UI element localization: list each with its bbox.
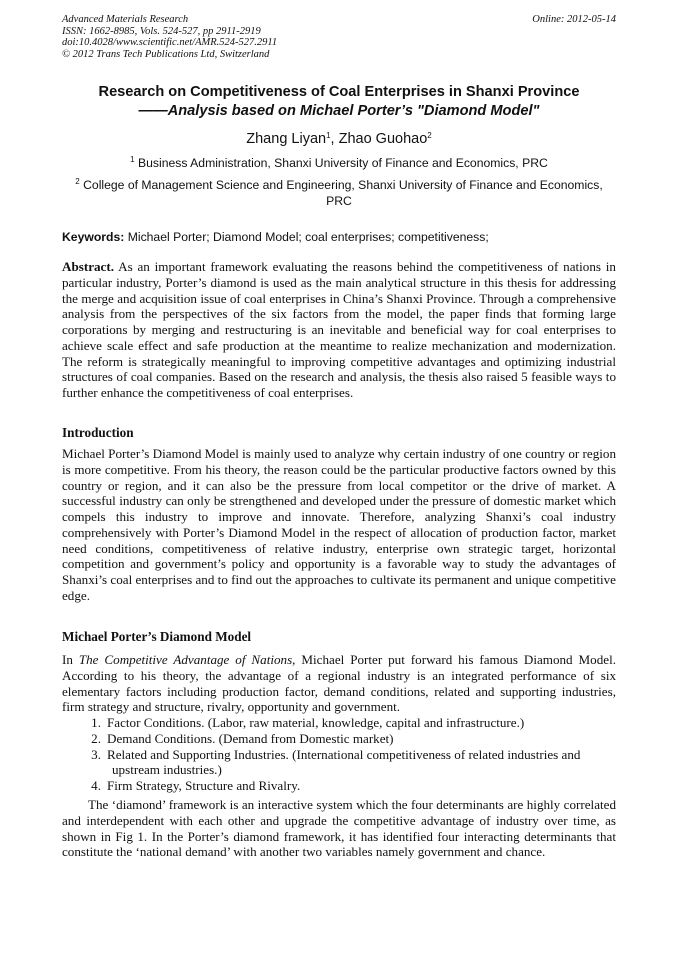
list-number: 2. (91, 730, 101, 746)
online-date: Online: 2012-05-14 (532, 14, 616, 25)
introduction-paragraph: Michael Porter’s Diamond Model is mainly used to analyze why certain industry of one country or region is more competitive. From his theory, the reason could be the particular productive factors owned by this country or region, and it can also be the pressure from local competitor or the drive of market. A successful industry can only be strengthened and developed under the pressure of domestic market which compels this industry to improve and innovate. Therefore, analyzing Shanxi’s coal industry comprehensively with Porter’s Diamond Model in the respect of allocation of production factor, market need conditions, competitiveness of relative industry, enterprise own strategic target, horizontal competition and government’s policy and opportunity is a favorable way to study the advantages of Shanxi’s coal enterprises and to find out the approaches to cultivate its permanent and unique competitive edge. (62, 446, 616, 603)
keywords-label: Keywords: (62, 230, 125, 244)
author-affil-mark: 2 (427, 131, 432, 140)
issn-line: ISSN: 1662-8985, Vols. 524-527, pp 2911-2919 (62, 25, 261, 37)
section-heading-introduction: Introduction (62, 425, 134, 440)
keywords-text: Michael Porter; Diamond Model; coal enterprises; competitiveness; (127, 230, 489, 244)
list-text: Related and Supporting Industries. (International competitiveness of related industries and (107, 746, 581, 762)
list-number: 4. (91, 778, 101, 793)
list-text: Demand Conditions. (Demand from Domestic market) (107, 730, 394, 746)
author-separator: , (330, 131, 339, 147)
affiliation-text: College of Management Science and Engineering, Shanxi University of Finance and Economics, PRC (83, 178, 603, 208)
journal-name: Advanced Materials Research (62, 14, 189, 25)
book-title: The Competitive Advantage of Nations (78, 652, 293, 667)
list-item (62, 747, 616, 779)
paragraph-text: In (62, 652, 79, 667)
list-number: 3. (91, 746, 101, 762)
paper-title: Research on Competitiveness of Coal Enterprises in Shanxi Province (98, 84, 580, 100)
author-name: Zhao Guohao (338, 131, 428, 147)
affiliation (62, 156, 616, 172)
author-list (0, 130, 678, 148)
affiliation (62, 178, 616, 209)
affiliation-mark: 1 (130, 155, 135, 164)
abstract-label: Abstract. (62, 259, 114, 274)
list-text: Firm Strategy, Structure and Rivalry. (107, 778, 301, 793)
paragraph-text: , Michael Porter put forward his famous Diamond Model. According to his theory, the advantage of a regional industry is an integrated performance of six elementary factors including production factor, demand conditions, related and supporting industries, firm strategy and structure, rivalry, opportunity and government. (62, 652, 616, 715)
doi-line: doi:10.4028/www.scientific.net/AMR.524-527.2911 (62, 37, 278, 48)
paper-subtitle: ——Analysis based on Michael Porter’s "Diamond Model" (138, 103, 540, 119)
list-item (62, 715, 616, 731)
diamond-framework-paragraph: The ‘diamond’ framework is an interactive system which the four determinants are highly correlated and interdependent with each other and upgrade the competitive advantage of industry over time, as shown in Fig 1. In the Porter’s diamond framework, it has identified four interacting determinants that constitute the ‘national demand’ with another two variables namely government and chance. (62, 797, 616, 860)
diamond-model-paragraph (62, 652, 616, 715)
copyright-line: © 2012 Trans Tech Publications Ltd, Switzerland (62, 48, 270, 60)
list-item (62, 778, 616, 794)
determinants-list (62, 715, 616, 794)
author-name: Zhang Liyan (246, 131, 327, 147)
list-number: 1. (91, 715, 101, 730)
section-heading-diamond-model: Michael Porter’s Diamond Model (62, 629, 252, 644)
journal-header (62, 14, 616, 60)
list-text-continued: upstream industries.) (112, 762, 222, 778)
abstract-text: As an important framework evaluating the reasons behind the competitiveness of nations in particular industry, Porter’s diamond is used as the main analytical structure in this thesis for addressing the merge and acquisition issue of coal enterprises in China’s Shanxi Province. Through a comprehensive analysis from the perspectives of the six factors from the model, the paper finds that forming large corporations by merging and restructuring is an inevitable and beneficial way for coal enterprises to achieve scale effect and safe production at the meantime to realize mechanization and modernization. The reform is strategically meaningful to improving competitive advantages and optimizing industrial structures of coal companies. Based on the research and analysis, the thesis also raised 5 feasible ways to further enhance the competitiveness of coal enterprises. (62, 259, 616, 400)
affiliation-mark: 2 (75, 177, 80, 186)
author-affil-mark: 1 (326, 131, 331, 140)
list-text-wrap (107, 747, 616, 779)
keywords (62, 230, 616, 245)
list-text: Factor Conditions. (Labor, raw material, knowledge, capital and infrastructure.) (107, 715, 525, 730)
abstract (62, 259, 616, 401)
affiliation-text: Business Administration, Shanxi University of Finance and Economics, PRC (138, 156, 548, 170)
list-item (62, 731, 616, 747)
